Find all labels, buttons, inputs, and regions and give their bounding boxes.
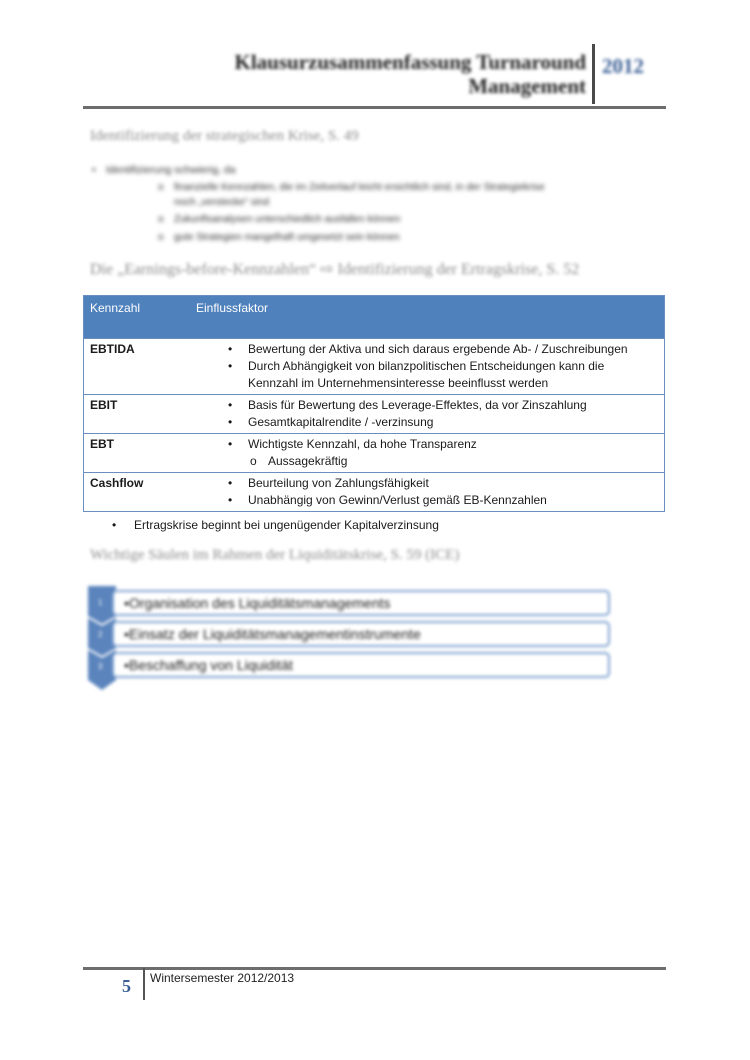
header-rule [83, 106, 666, 109]
section1-bullet-text: Identifizierung schwierig, da [106, 164, 236, 176]
table-row [84, 338, 664, 394]
section1-bullet [92, 163, 236, 177]
subitem-text: Zukunftsanalysen unterschiedlich ausfallen können [174, 214, 401, 225]
table-row [84, 433, 664, 472]
table-header [84, 296, 664, 338]
process-step-2 [112, 621, 610, 647]
row-key: EBIT [90, 398, 118, 412]
row-key: Cashflow [90, 476, 144, 490]
row-item: • Durch Abhängigkeit von bilanzpolitischen Entscheidungen kann die Kennzahl im Unternehmensinteresse beeinflusst werden [224, 358, 654, 392]
row-subitem: o Aussagekräftig [224, 453, 654, 470]
section1-subitem: o Zukunftsanalysen unterschiedlich ausfallen können [158, 214, 401, 225]
bullet-dot: • [92, 164, 96, 176]
table-row [84, 472, 664, 511]
header-year: 2012 [602, 54, 644, 78]
footer-divider [143, 968, 145, 1000]
row-item: • Bewertung der Aktiva und sich daraus ergebende Ab- / Zuschreibungen [224, 341, 654, 358]
process-step-3 [112, 652, 610, 678]
step-label: •Einsatz der Liquiditätsmanagementinstrumente [124, 626, 421, 642]
document-title [235, 50, 586, 98]
section3-heading: Wichtige Säulen im Rahmen der Liquiditätskrise, S. 59 (ICE) [90, 547, 460, 563]
step-label: •Organisation des Liquiditätsmanagements [124, 595, 391, 611]
step-number: 2 [98, 630, 103, 639]
section1-heading: Identifizierung der strategischen Krise, S. 49 [90, 128, 359, 144]
step-label: •Beschaffung von Liquidität [124, 657, 293, 673]
header-einflussfaktor: Einflussfaktor [196, 301, 269, 315]
row-key: EBTIDA [90, 342, 135, 356]
subitem-text: noch „verstecke“ sind [174, 197, 270, 208]
footer-text: Wintersemester 2012/2013 [150, 971, 295, 985]
section1-subitem: o gute Strategien mangelhaft umgesetzt sein können [158, 232, 400, 243]
section1-subitem: o finanzielle Kennzahlen, die im Zeitverlauf leicht ersichtlich sind, in der Strategiekrise [158, 182, 545, 193]
row-item: • Basis für Bewertung des Leverage-Effektes, da vor Zinszahlung [224, 397, 654, 414]
section1-subitem [174, 196, 269, 209]
row-item: • Beurteilung von Zahlungsfähigkeit [224, 475, 654, 492]
row-key: EBT [90, 437, 114, 451]
row-item: • Unabhängig von Gewinn/Verlust gemäß EB-Kennzahlen [224, 492, 654, 509]
row-item: • Wichtigste Kennzahl, da hohe Transparenz [224, 436, 654, 453]
ertragskrise-bullet [112, 518, 439, 532]
subitem-text: gute Strategien mangelhaft umgesetzt sein können [174, 232, 400, 243]
title-line-1: Klausurzusammenfassung Turnaround [234, 50, 586, 74]
header-kennzahl: Kennzahl [90, 301, 141, 315]
step-number: 3 [98, 662, 103, 671]
step-number: 1 [98, 598, 103, 607]
table-row [84, 394, 664, 433]
ertragskrise-bullet-text: Ertragskrise beginnt bei ungenügender Kapitalverzinsung [134, 518, 439, 532]
header-divider [592, 44, 595, 104]
subitem-text: finanzielle Kennzahlen, die im Zeitverlauf leicht ersichtlich sind, in der Strategiekrise [174, 182, 545, 193]
kennzahlen-table [83, 295, 665, 512]
bullet-dot: • [112, 518, 117, 532]
section2-heading: Die „Earnings-before-Kennzahlen“ ⇨ Identifizierung der Ertragskrise, S. 52 [90, 261, 580, 278]
footer-rule [83, 967, 666, 970]
process-step-1 [112, 590, 610, 616]
row-item: • Gesamtkapitalrendite / -verzinsung [224, 414, 654, 431]
title-line-2: Management [468, 74, 586, 98]
page-number: 5 [122, 976, 131, 996]
